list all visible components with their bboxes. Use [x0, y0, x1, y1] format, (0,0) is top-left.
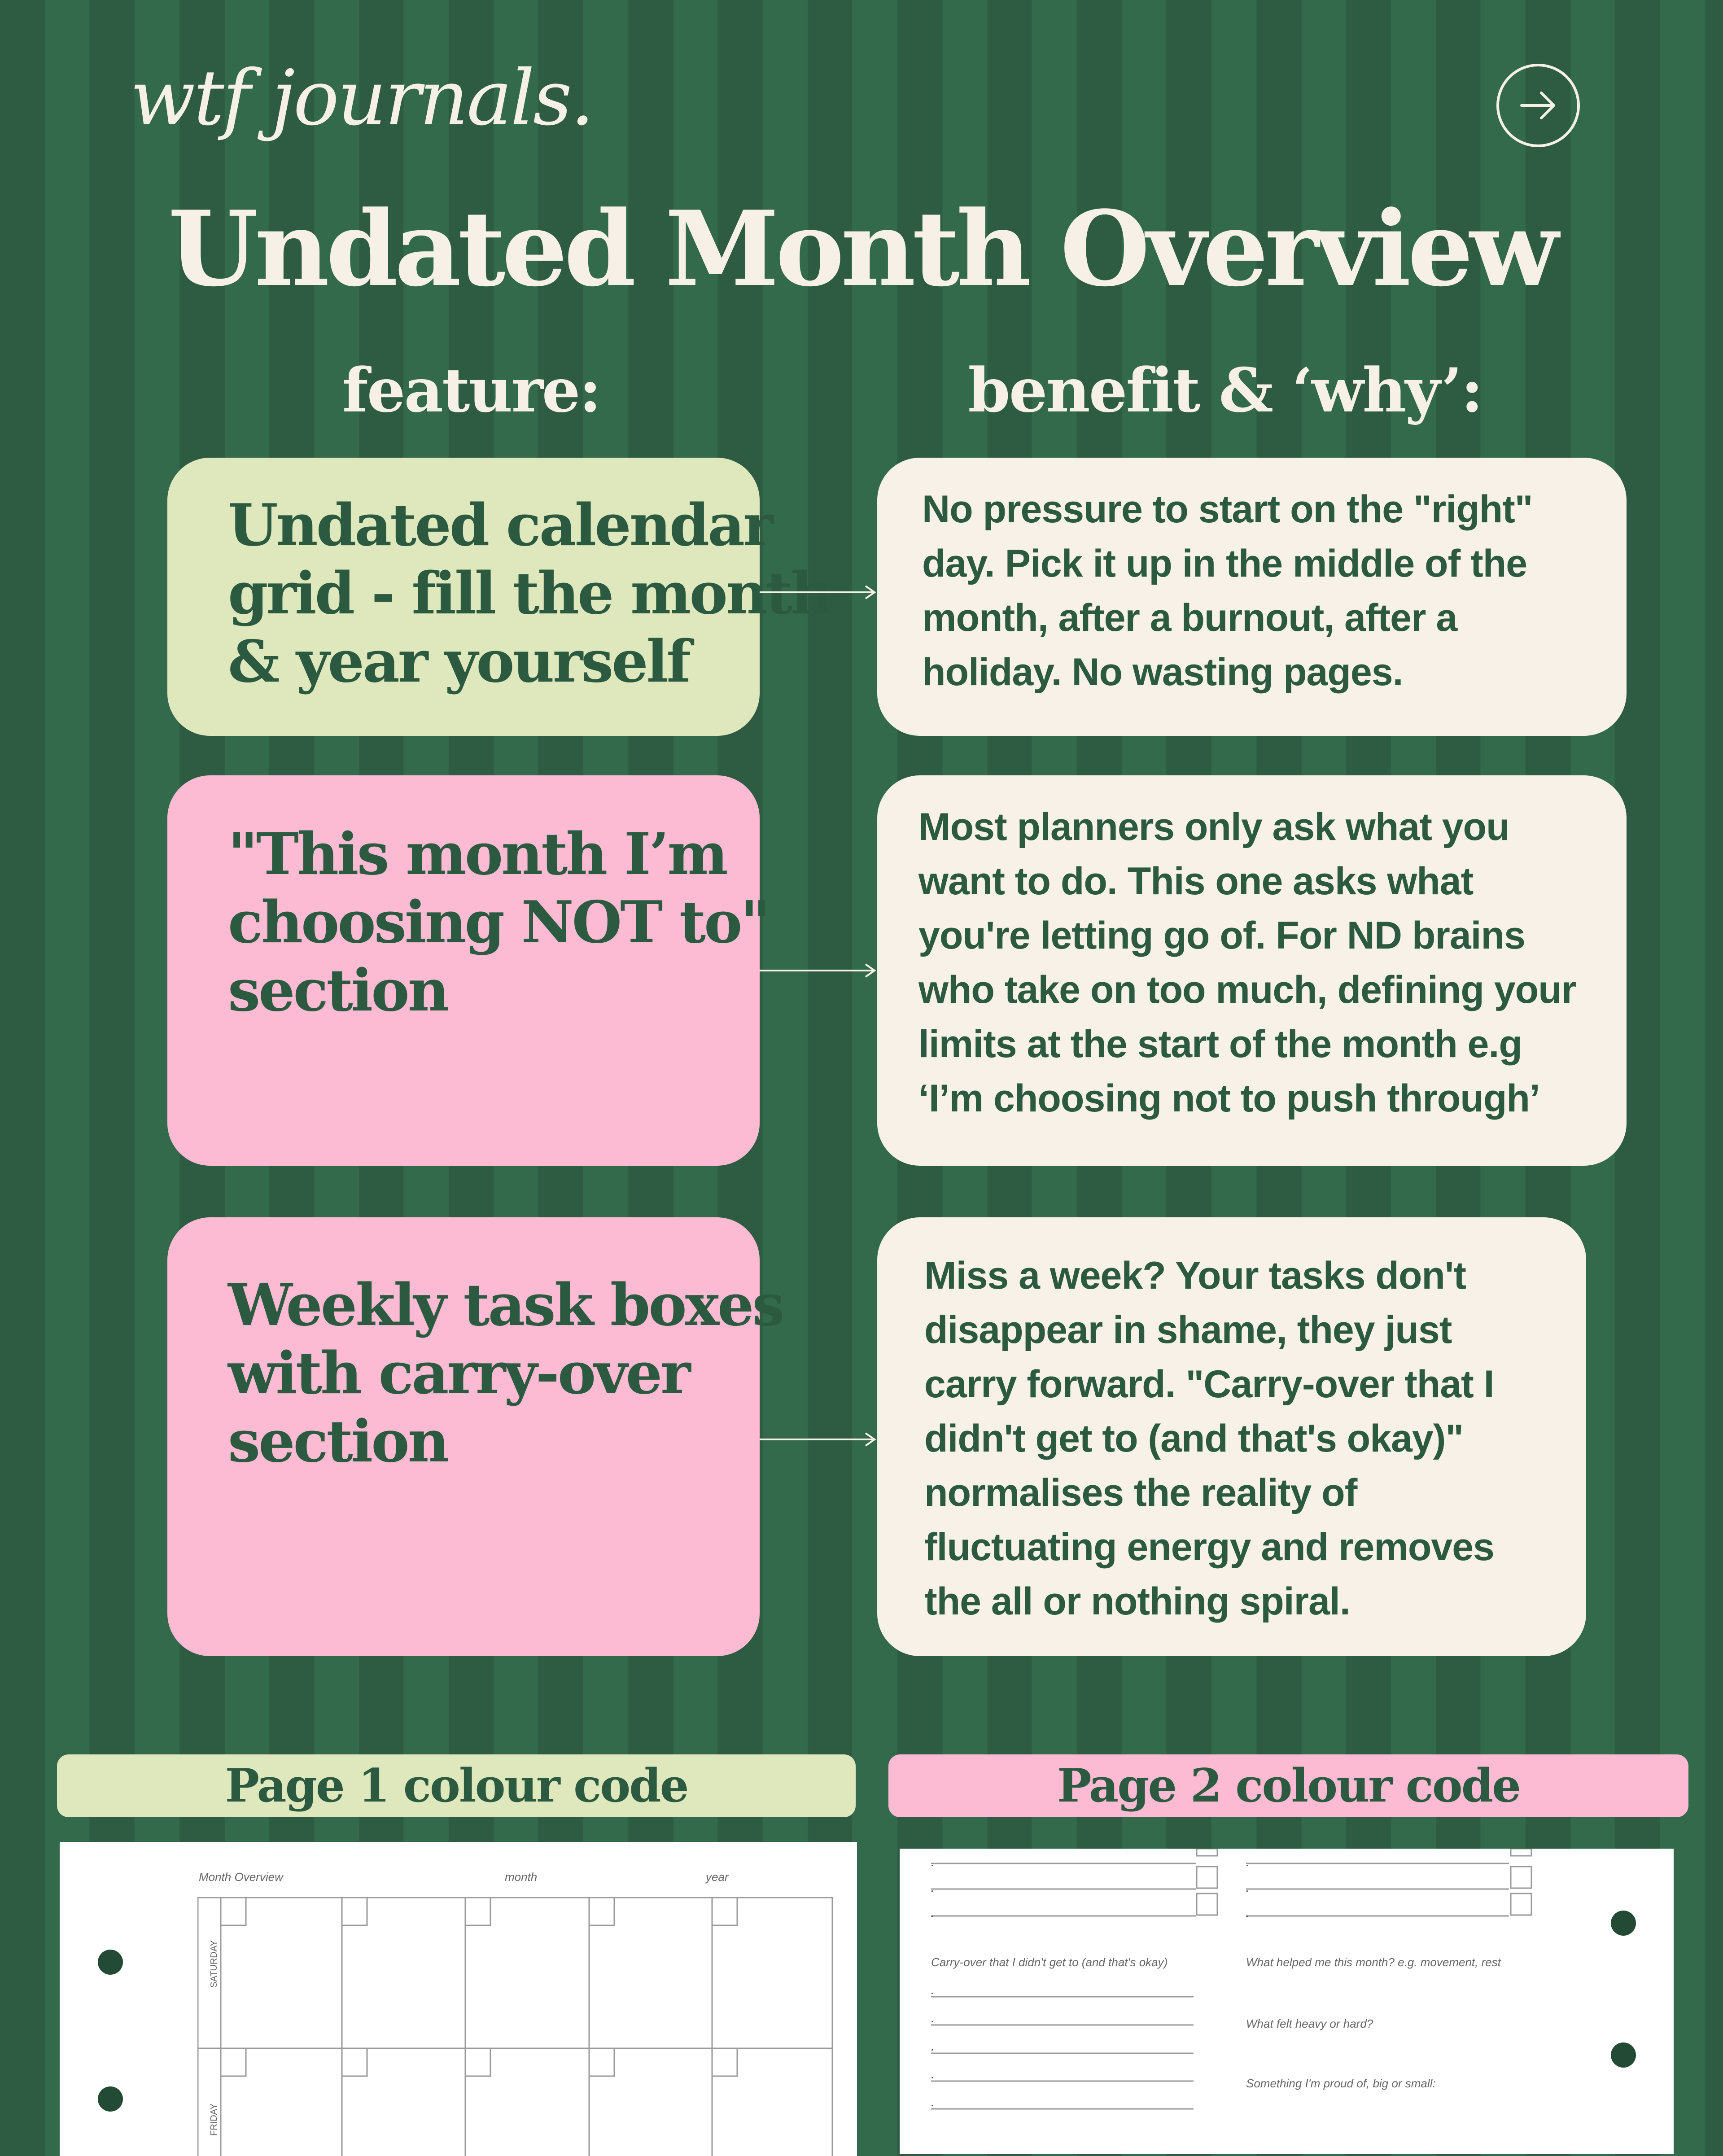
feature-text-line: section [228, 1408, 448, 1475]
page-title: Undated Month Overview [168, 188, 1555, 310]
calendar-grid [197, 1897, 835, 2156]
binder-hole [98, 2086, 123, 2112]
feature-card-undated-grid [167, 458, 831, 736]
binder-hole [1611, 2042, 1636, 2068]
bullet: . [931, 1983, 935, 1997]
heavy-prompt: What felt heavy or hard? [1246, 2017, 1373, 2030]
benefit-text-line: No pressure to start on the "right" [922, 488, 1533, 531]
bullet: . [1246, 1855, 1250, 1869]
benefit-text-line: month, after a burnout, after a [922, 596, 1457, 639]
binder-hole [98, 1950, 123, 1975]
benefit-text-line: limits at the start of the month e.g [918, 1023, 1522, 1066]
binder-hole [1611, 1911, 1636, 1936]
benefit-text-line: day. Pick it up in the middle of the [922, 542, 1527, 585]
feature-text-line: section [228, 957, 448, 1024]
feature-text-line: Undated calendar [228, 492, 772, 559]
month-overview-heading: Month Overview [199, 1870, 283, 1884]
benefit-text-line: Miss a week? Your tasks don't [924, 1254, 1466, 1297]
benefit-text-line: want to do. This one asks what [918, 860, 1474, 903]
bullet: . [931, 2040, 935, 2053]
benefit-text-line: Most planners only ask what you [918, 805, 1509, 848]
feature-text-line: choosing NOT to" [228, 889, 769, 956]
page2-preview [900, 1849, 1674, 2154]
bullet: . [931, 1855, 935, 1869]
connector-arrow [760, 962, 879, 980]
feature-text-line: grid - fill the month [228, 560, 831, 627]
benefit-text-line: carry forward. "Carry-over that I [924, 1363, 1494, 1406]
connector-arrow [760, 583, 879, 601]
bullet: . [931, 1906, 935, 1920]
benefit-text-line: holiday. No wasting pages. [922, 651, 1403, 694]
carry-over-prompt: Carry-over that I didn't get to (and that's okay) [931, 1955, 1168, 1969]
day-label-friday: FRIDAY [209, 2104, 219, 2136]
connector-arrow [760, 1430, 879, 1448]
benefit-text-line: normalises the reality of [924, 1471, 1357, 1514]
feature-text-line: with carry-over [228, 1340, 689, 1407]
month-label: month [505, 1870, 538, 1884]
feature-text-line: Weekly task boxes [228, 1272, 783, 1339]
proud-prompt: Something I'm proud of, big or small: [1246, 2077, 1436, 2090]
benefit-text-line: fluctuating energy and removes [924, 1526, 1494, 1569]
bullet: . [931, 1881, 935, 1894]
benefit-text-line: disappear in shame, they just [924, 1308, 1452, 1351]
year-label: year [706, 1870, 729, 1884]
bullet: . [931, 2095, 935, 2109]
brand-logo: wtf journals. [130, 54, 593, 143]
feature-text-line: & year yourself [228, 628, 690, 695]
benefit-card-undated-grid [877, 458, 1627, 736]
benefit-text-line: ‘I’m choosing not to push through’ [918, 1077, 1540, 1120]
bullet: . [931, 2012, 935, 2025]
benefit-card-choosing-not-to [877, 775, 1627, 1166]
page1-preview [60, 1842, 857, 2156]
helped-prompt: What helped me this month? e.g. movement, rest [1246, 1955, 1501, 1969]
task-lines [900, 1849, 1674, 2154]
next-button[interactable] [1496, 64, 1580, 147]
feature-column-heading: feature: [342, 354, 600, 426]
day-label-saturday: SATURDAY [209, 1940, 219, 1988]
page2-colour-code-label: Page 2 colour code [888, 1754, 1688, 1817]
feature-text-line: "This month I’m [228, 821, 726, 888]
benefit-text-line: you're letting go of. For ND brains [918, 914, 1525, 957]
bullet: . [931, 2068, 935, 2081]
page1-colour-code-label: Page 1 colour code [57, 1754, 856, 1817]
feature-card-choosing-not-to [167, 775, 769, 1166]
benefit-card-weekly-task-boxes [877, 1217, 1586, 1656]
feature-card-weekly-task-boxes [167, 1217, 783, 1656]
bullet: . [1246, 1906, 1250, 1920]
bullet: . [1246, 1881, 1250, 1894]
benefit-text-line: didn't get to (and that's okay)" [924, 1417, 1464, 1460]
benefit-text-line: who take on too much, defining your [918, 968, 1576, 1011]
benefit-column-heading: benefit & ‘why’: [968, 354, 1482, 426]
benefit-text-line: the all or nothing spiral. [924, 1580, 1350, 1623]
arrow-right-icon [1518, 85, 1558, 126]
